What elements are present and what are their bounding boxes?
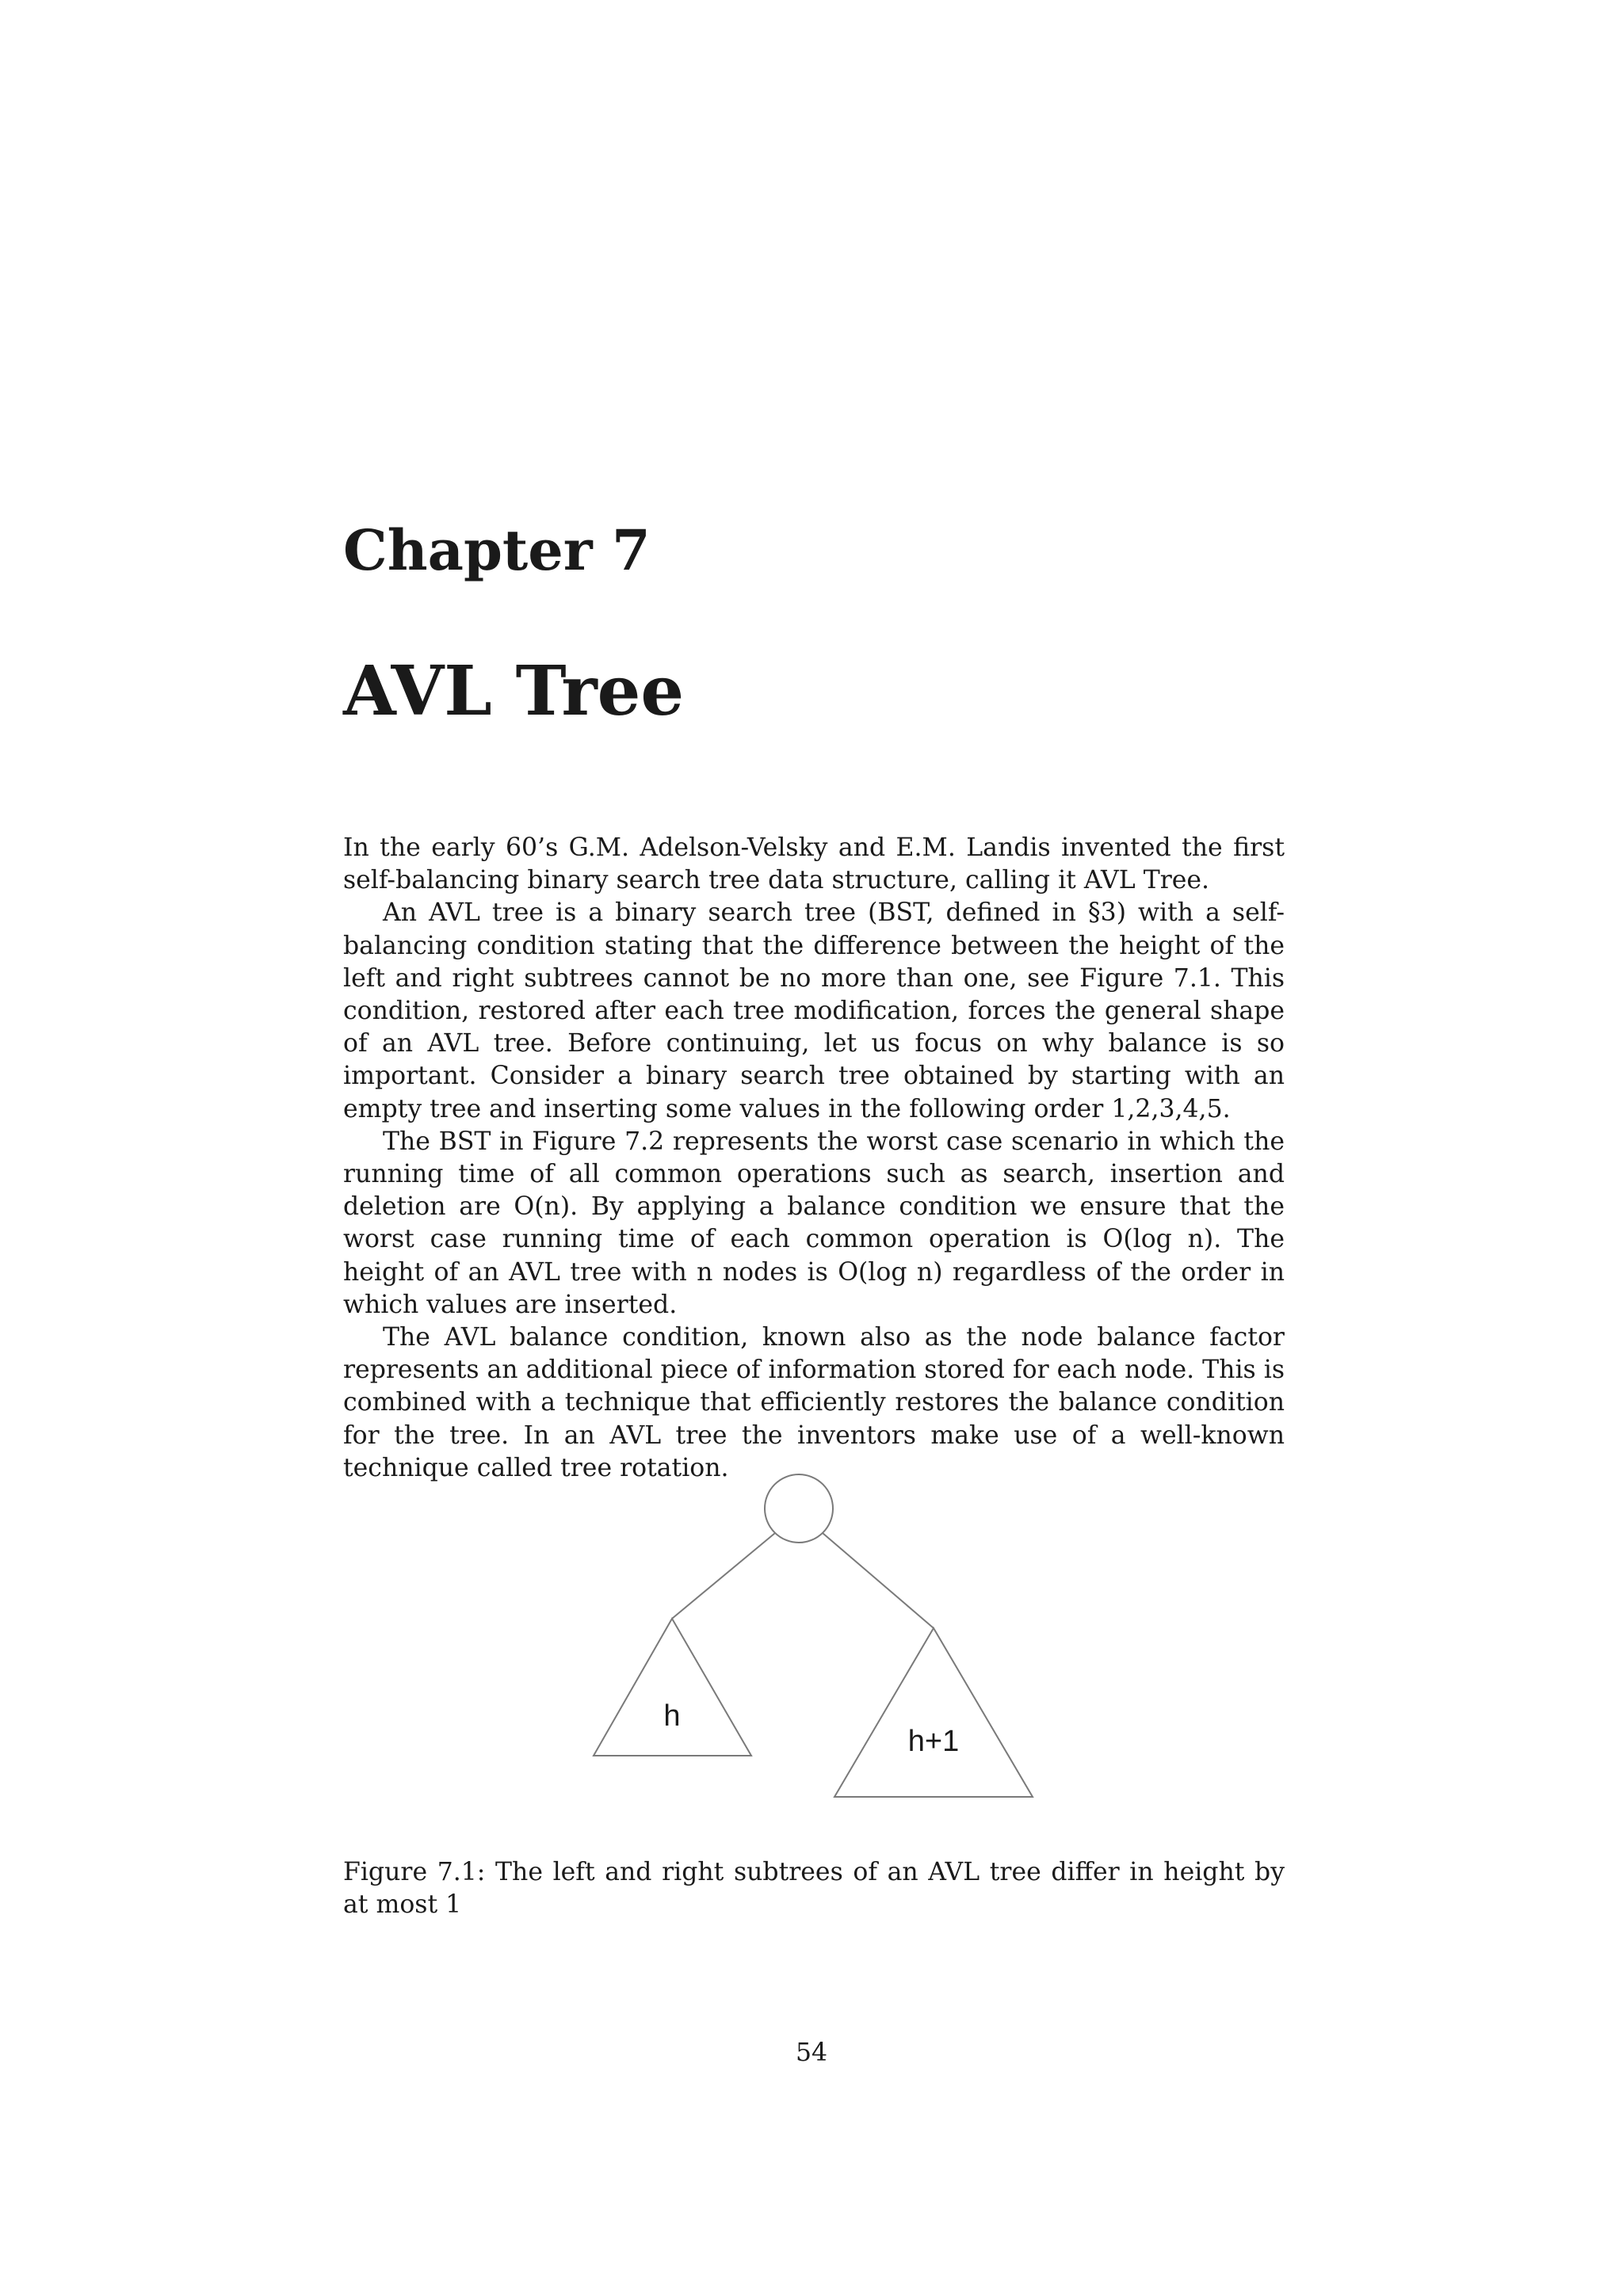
figure-caption: Figure 7.1: The left and right subtrees of an AVL tree differ in height by at most 1	[343, 1858, 1285, 1920]
right-subtree-triangle	[834, 1628, 1033, 1797]
paragraph-3: The BST in Figure 7.2 represents the worst case scenario in which the running time of all common operations such as search, insertion and deletion are O(n). By applying a balance condition we ensure that the worst case running time of each common operation is O(log n). The height of an AVL tree with n nodes is O(log n) regardless of the order in which values are inserted.	[343, 1127, 1285, 1319]
right-edge	[823, 1533, 934, 1628]
right-subtree-label: h+1	[907, 1725, 960, 1758]
left-edge	[672, 1533, 775, 1619]
paragraph-4: The AVL balance condition, known also as the node balance factor represents an additional piece of information stored for each node. This is combined with a technique that efficiently restores the balance condition for the tree. In an AVL tree the inventors make use of a well-known technique called tree rotation.	[343, 1323, 1285, 1482]
chapter-label: Chapter 7	[343, 517, 651, 583]
chapter-title: AVL Tree	[343, 651, 685, 731]
root-node	[765, 1474, 833, 1543]
left-subtree-label: h	[663, 1699, 681, 1733]
left-subtree-triangle	[594, 1619, 751, 1756]
paragraph-2: An AVL tree is a binary search tree (BST, defined in §3) with a self-balancing condition stating that the difference between the height of the left and right subtrees cannot be no more than one, see Figure 7.1. This condition, restored after each tree modification, forces the general shape of an AVL tree. Before continuing, let us focus on why balance is so important. Consider a binary search tree obtained by starting with an empty tree and inserting some values in the following order 1,2,3,4,5.	[343, 898, 1285, 1123]
page-number: 54	[795, 2039, 828, 2067]
paragraph-1: In the early 60’s G.M. Adelson-Velsky and E.M. Landis invented the first self-balancing binary search tree data structure, calling it AVL Tree.	[343, 833, 1285, 895]
avl-tree-figure	[0, 1458, 1623, 1814]
body-text	[343, 832, 1285, 1485]
